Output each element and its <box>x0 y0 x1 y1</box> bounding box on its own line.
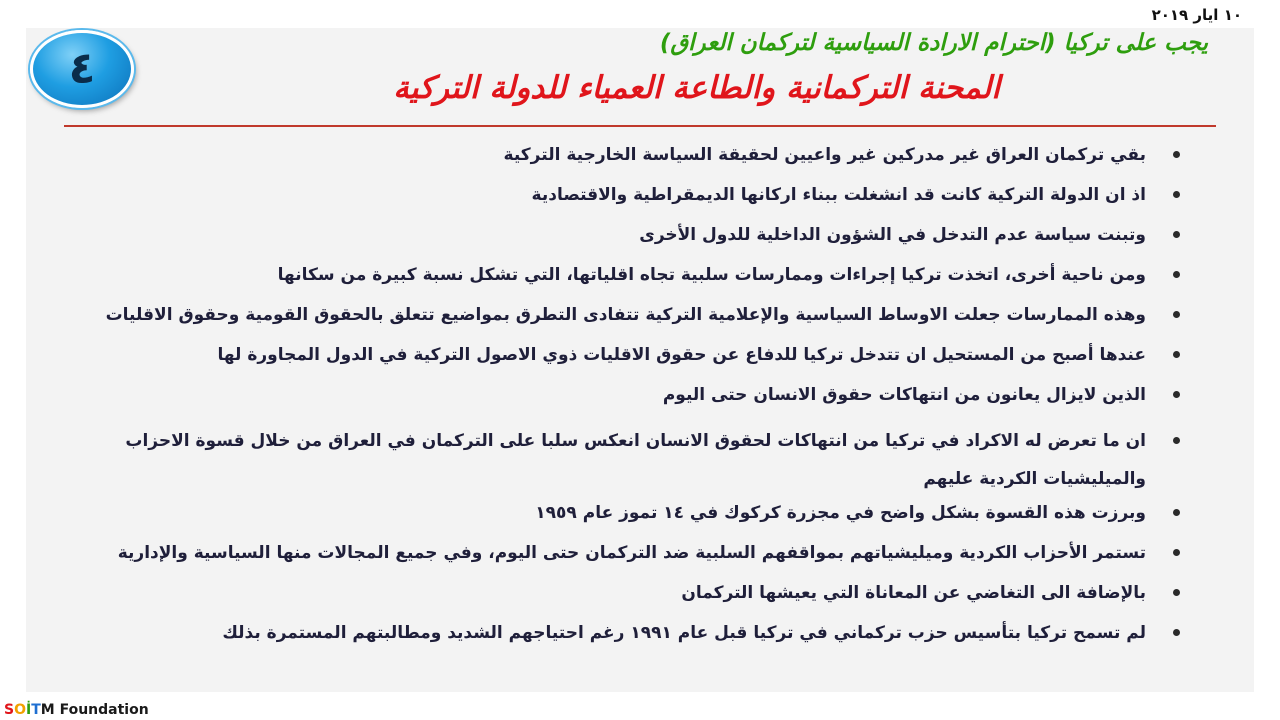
logo-letter-o: O <box>14 702 26 718</box>
logo-letter-i: İ <box>26 702 32 718</box>
foundation-logo <box>4 702 149 718</box>
bullet-item: الذين لايزال يعانون من انتهاكات حقوق الانسان حتى اليوم <box>70 382 1184 408</box>
logo-text: Foundation <box>54 702 149 718</box>
logo-letter-s: S <box>4 702 15 718</box>
slide-subtitle: يجب على تركيا (احترام الارادة السياسية لتركمان العراق) <box>659 30 1208 56</box>
bullet-item: وتبنت سياسة عدم التدخل في الشؤون الداخلية للدول الأخرى <box>70 222 1184 248</box>
bullet-item: لم تسمح تركيا بتأسيس حزب تركماني في تركيا قبل عام ١٩٩١ رغم احتياجهم الشديد ومطالبتهم المستمرة بذلك <box>70 620 1184 646</box>
bullet-list <box>70 142 1184 660</box>
logo-letter-t: T <box>31 702 41 718</box>
title-divider <box>64 125 1216 127</box>
bullet-item: عندها أصبح من المستحيل ان تتدخل تركيا للدفاع عن حقوق الاقليات ذوي الاصول التركية في الدول المجاورة لها <box>70 342 1184 368</box>
slide-number-badge: ٤ <box>30 30 134 108</box>
logo-letter-m: M <box>40 702 55 718</box>
bullet-item: تستمر الأحزاب الكردية وميليشياتهم بمواقفهم السلبية ضد التركمان حتى اليوم، وفي جميع المجالات منها السياسية والإدارية <box>70 540 1184 566</box>
bullet-item: بالإضافة الى التغاضي عن المعاناة التي يعيشها التركمان <box>70 580 1184 606</box>
slide-title: المحنة التركمانية والطاعة العمياء للدولة التركية <box>393 70 1000 106</box>
bullet-item: ان ما تعرض له الاكراد في تركيا من انتهاكات لحقوق الانسان انعكس سلبا على التركمان في العراق من خلال قسوة الاحزاب والميليشيات الكردية عليهم <box>70 422 1184 498</box>
date-label: ١٠ ايار ٢٠١٩ <box>1151 6 1242 24</box>
bullet-item: اذ ان الدولة التركية كانت قد انشغلت ببناء اركانها الديمقراطية والاقتصادية <box>70 182 1184 208</box>
bullet-item: بقي تركمان العراق غير مدركين غير واعيين لحقيقة السياسة الخارجية التركية <box>70 142 1184 168</box>
bullet-item: وهذه الممارسات جعلت الاوساط السياسية والإعلامية التركية تتفادى التطرق بمواضيع تتعلق بالحقوق القومية وحقوق الاقليات <box>70 302 1184 328</box>
bullet-item: وبرزت هذه القسوة بشكل واضح في مجزرة كركوك في ١٤ تموز عام ١٩٥٩ <box>70 500 1184 526</box>
bullet-item: ومن ناحية أخرى، اتخذت تركيا إجراءات وممارسات سلبية تجاه اقلياتها، التي تشكل نسبة كبيرة من سكانها <box>70 262 1184 288</box>
